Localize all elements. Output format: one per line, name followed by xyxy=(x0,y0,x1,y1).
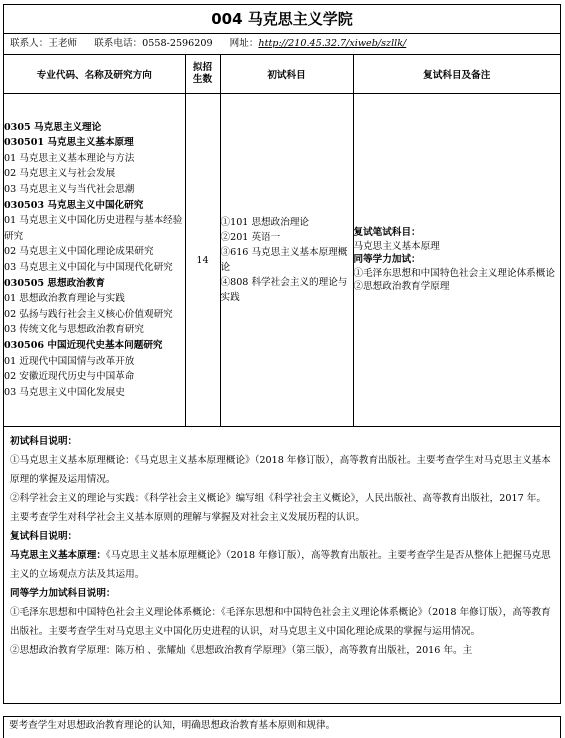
admission-sheet xyxy=(3,4,561,704)
program-table xyxy=(4,55,560,427)
research-direction: 030506 中国近现代史基本问题研究 xyxy=(4,339,163,351)
initial-subject: ③616 马克思主义基本原理概论 xyxy=(220,247,348,273)
directions-cell xyxy=(4,94,185,427)
initial-subject: ①101 思想政治理论 xyxy=(220,217,310,228)
initial-subject: ④808 科学社会主义的理论与实践 xyxy=(220,277,348,303)
research-direction: 01 近现代中国国情与改革开放 xyxy=(4,355,135,367)
retest-cell xyxy=(353,94,560,427)
equal-note-2: ②思想政治教育学原理：陈万柏 、张耀灿《思想政治教育学原理》（第三版），高等教育出版社，2016 年。主 xyxy=(10,645,473,656)
initial-note-2: ②科学社会主义的理论与实践：《科学社会主义概论》编写组《科学社会主义概论》，人民出版社、高等教育出版社，2017 年。主要考查学生对科学社会主义基本原则的理解与掌握及对社会主义发展历程的认识。 xyxy=(10,493,546,523)
retest-list xyxy=(354,226,561,294)
retest-item: ①毛泽东思想和中国特色社会主义理论体系概论 xyxy=(353,267,555,279)
directions-list xyxy=(4,120,185,401)
research-direction: 03 马克思主义与当代社会思潮 xyxy=(4,184,135,196)
research-direction: 03 传统文化与思想政治教育研究 xyxy=(4,324,144,336)
contact-bar xyxy=(4,34,560,55)
initial-subjects-cell xyxy=(220,94,353,427)
page-title: 004 马克思主义学院 xyxy=(4,5,560,34)
retest-note-label: 马克思主义基本原理： xyxy=(10,550,106,561)
research-direction: 030501 马克思主义基本原理 xyxy=(4,137,134,149)
research-direction: 02 弘扬与践行社会主义核心价值观研究 xyxy=(4,308,173,320)
notes-section xyxy=(4,428,560,664)
header-initial: 初试科目 xyxy=(220,55,353,94)
retest-item: 复试笔试科目： xyxy=(353,227,421,239)
contact-person: 联系人：王老师 xyxy=(10,38,78,49)
header-retest: 复试科目及备注 xyxy=(353,55,560,94)
research-direction: 0305 马克思主义理论 xyxy=(4,121,102,133)
equal-note-1: ①毛泽东思想和中国特色社会主义理论体系概论：《毛泽东思想和中国特色社会主义理论体系概论》（2018 年修订版），高等教育出版社。主要考查学生对马克思主义中国化历史进程的认识，对马克思主义中国化理论成果的掌握与运用情况。 xyxy=(10,607,551,637)
research-direction: 02 马克思主义与社会发展 xyxy=(4,168,116,180)
initial-subject: ②201 英语一 xyxy=(220,232,281,243)
research-direction: 02 安徽近现代历史与中国革命 xyxy=(4,371,135,383)
retest-notes-title: 复试科目说明： xyxy=(10,531,78,542)
retest-note-text: 《马克思主义基本原理概论》（2018 年修订版），高等教育出版社。主要考查学生是否从整体上把握马克思主义的立场观点方法及其运用。 xyxy=(10,550,551,580)
quota-cell: 14 xyxy=(185,94,220,427)
website-link[interactable]: http://210.45.32.7/xiweb/szllk/ xyxy=(258,38,407,49)
retest-item: ②思想政治教育学原理 xyxy=(353,281,450,293)
research-direction: 030503 马克思主义中国化研究 xyxy=(4,199,144,211)
research-direction: 030505 思想政治教育 xyxy=(4,277,105,289)
initial-note-1: ①马克思主义基本原理概论：《马克思主义基本原理概论》（2018 年修订版），高等教育出版社。主要考查学生对马克思主义基本原理的掌握及运用情况。 xyxy=(10,455,551,485)
research-direction: 02 马克思主义中国化理论成果研究 xyxy=(4,246,154,258)
site-label: 网址： xyxy=(229,38,259,49)
research-direction: 01 马克思主义基本理论与方法 xyxy=(4,152,135,164)
initial-notes-title: 初试科目说明： xyxy=(10,436,78,447)
research-direction: 01 马克思主义中国化历史进程与基本经验研究 xyxy=(4,215,183,242)
header-quota: 拟招生数 xyxy=(185,55,220,94)
research-direction: 01 思想政治教育理论与实践 xyxy=(4,293,125,305)
retest-item: 马克思主义基本原理 xyxy=(353,240,440,252)
initial-subjects-list xyxy=(221,215,353,305)
contact-phone: 联系电话：0558-2596209 xyxy=(94,38,213,49)
retest-note xyxy=(10,546,554,584)
continuation-line: 要考查学生对思想政治教育理论的认知，明确思想政治教育基本原则和规律。 xyxy=(3,716,561,738)
research-direction: 03 马克思主义中国化与中国现代化研究 xyxy=(4,262,173,273)
equal-notes-title: 同等学力加试科目说明： xyxy=(10,588,116,599)
retest-item: 同等学力加试： xyxy=(353,254,421,266)
header-direction: 专业代码、名称及研究方向 xyxy=(4,55,185,94)
research-direction: 03 马克思主义中国化发展史 xyxy=(4,386,125,398)
